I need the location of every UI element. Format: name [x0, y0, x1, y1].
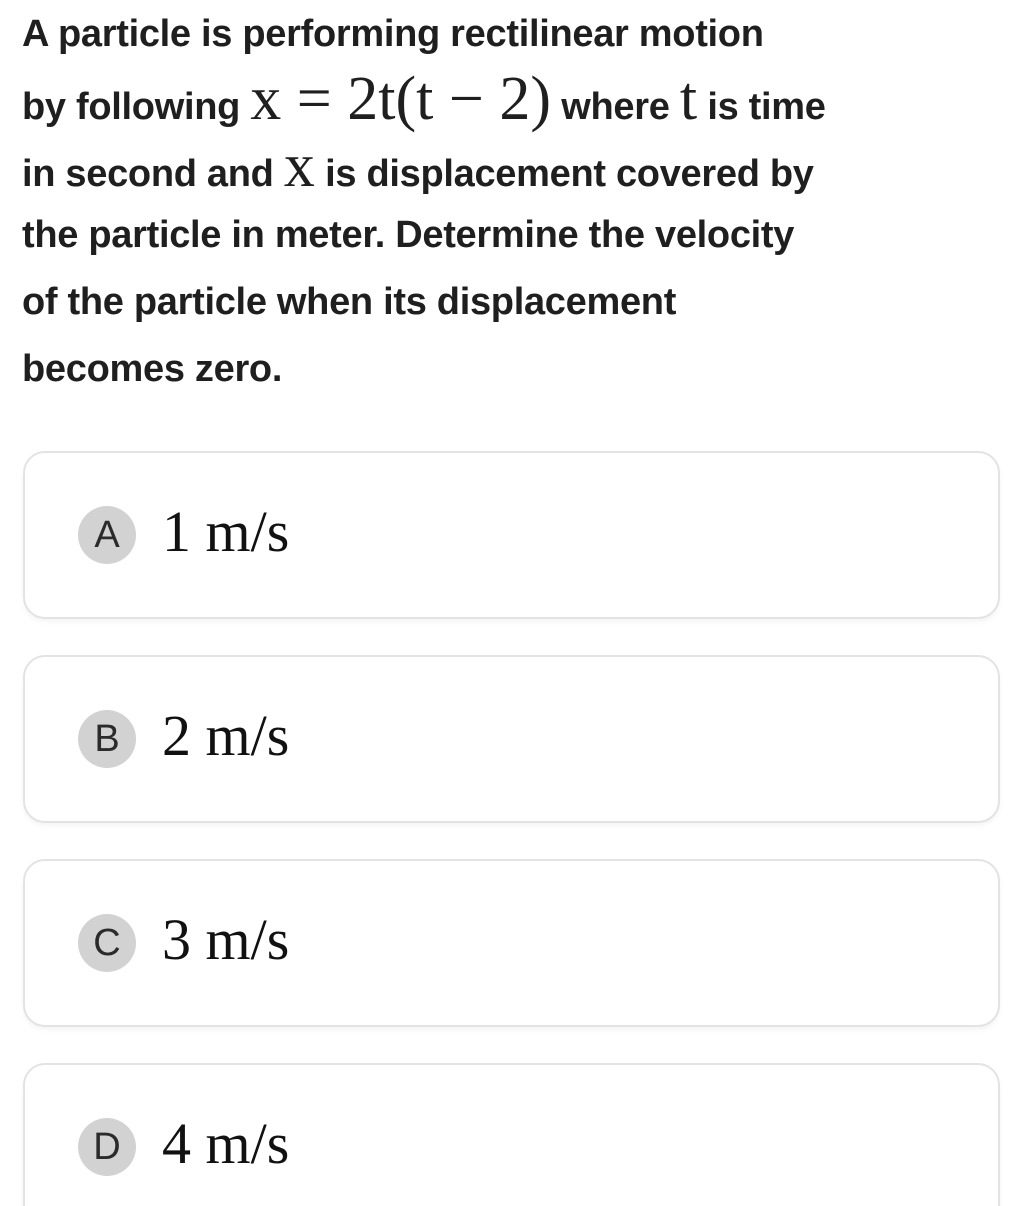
question-segment: A particle is performing rectilinear motion	[22, 13, 764, 55]
question-segment: becomes zero.	[22, 348, 283, 390]
option-label-a: 1 m/s	[162, 499, 290, 564]
option-badge-a: A	[78, 506, 136, 564]
question-line-4	[22, 202, 990, 269]
math-variable-t: t	[679, 65, 698, 133]
option-label-b: 2 m/s	[162, 703, 290, 768]
option-label-d: 4 m/s	[162, 1111, 290, 1176]
math-variable-x: x	[283, 132, 315, 200]
question-segment: is time	[697, 86, 826, 128]
option-card-d[interactable]	[23, 1063, 1000, 1206]
option-badge-b: B	[78, 710, 136, 768]
question-text	[22, 1, 990, 403]
question-line-2	[22, 65, 990, 135]
question-segment: of the particle when its displacement	[22, 281, 677, 323]
question-segment: where	[550, 86, 680, 128]
question-segment: the particle in meter. Determine the velocity	[22, 214, 795, 256]
question-segment: by following	[22, 86, 251, 128]
option-badge-d: D	[78, 1118, 136, 1176]
question-segment: in second and	[22, 153, 284, 195]
question-line-5	[22, 269, 990, 336]
option-card-c[interactable]	[23, 859, 1000, 1027]
option-card-b[interactable]	[23, 655, 1000, 823]
option-badge-c: C	[78, 914, 136, 972]
option-card-a[interactable]	[23, 451, 1000, 619]
question-segment: is displacement covered by	[314, 153, 814, 195]
math-expression: x = 2t(t − 2)	[250, 65, 551, 133]
question-line-1	[22, 1, 990, 68]
option-label-c: 3 m/s	[162, 907, 290, 972]
question-line-6	[22, 336, 990, 403]
question-line-3	[22, 132, 990, 202]
